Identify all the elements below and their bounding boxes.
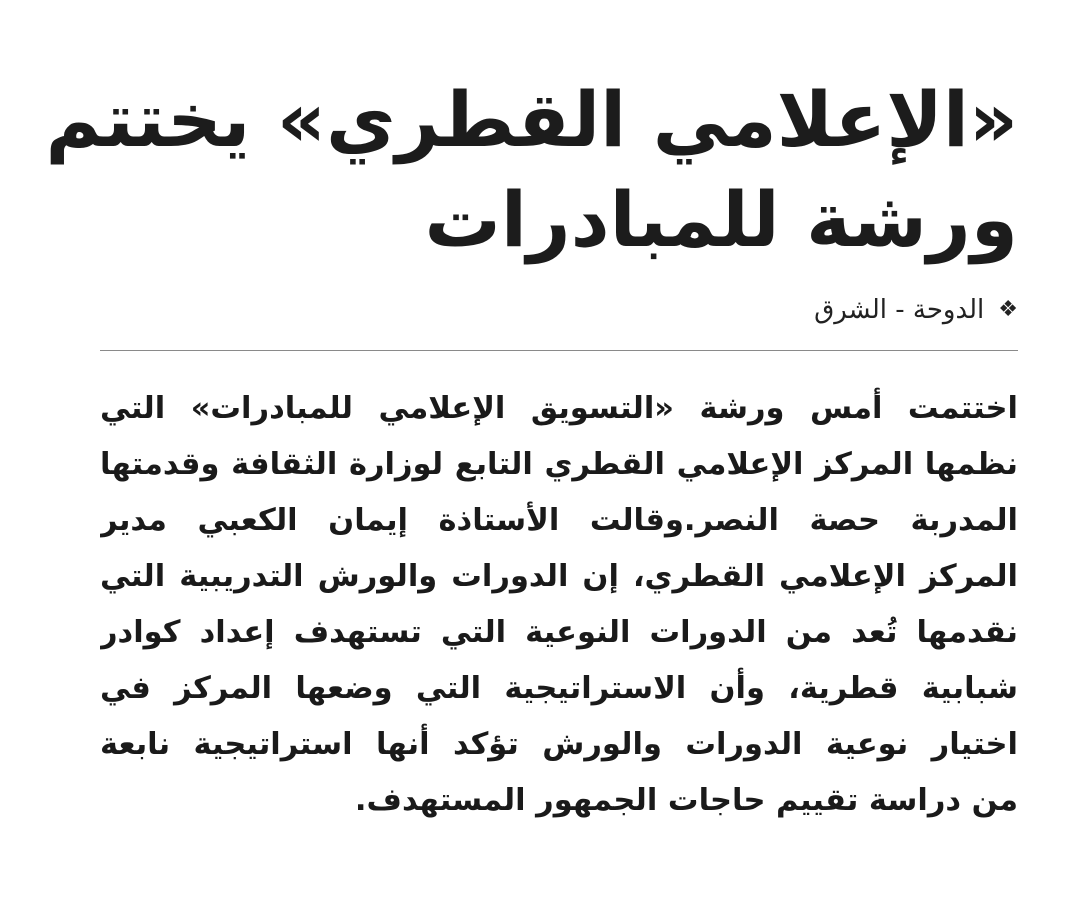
article-headline	[45, 70, 1018, 270]
body-line: شبابية قطرية، وأن الاستراتيجية التي وضعها المركز في	[100, 671, 1018, 706]
body-line: من دراسة تقييم حاجات الجمهور المستهدف.	[354, 783, 1018, 818]
body-line: اختتمت أمس ورشة «التسويق الإعلامي للمبادرات» التي	[100, 391, 1018, 426]
byline-source: الدوحة - الشرق	[814, 295, 985, 325]
news-article	[45, 70, 1018, 829]
body-line: المركز الإعلامي القطري، إن الدورات والورش التدريبية التي	[100, 559, 1018, 594]
headline-line-1: «الإعلامي القطري» يختتم	[45, 75, 1018, 164]
body-line: اختيار نوعية الدورات والورش تؤكد أنها استراتيجية نابعة	[100, 727, 1018, 762]
body-line: المدربة حصة النصر.وقالت الأستاذة إيمان الكعبي مدير	[100, 503, 1018, 538]
headline-line-2: ورشة للمبادرات	[424, 175, 1018, 264]
diamond-bullet-icon: ❖	[998, 297, 1018, 322]
body-line: نظمها المركز الإعلامي القطري التابع لوزارة الثقافة وقدمتها	[100, 447, 1018, 482]
article-body	[100, 381, 1018, 829]
divider	[100, 350, 1018, 351]
body-line: نقدمها تُعد من الدورات النوعية التي تستهدف إعداد كوادر	[100, 615, 1018, 650]
byline	[100, 288, 1018, 332]
